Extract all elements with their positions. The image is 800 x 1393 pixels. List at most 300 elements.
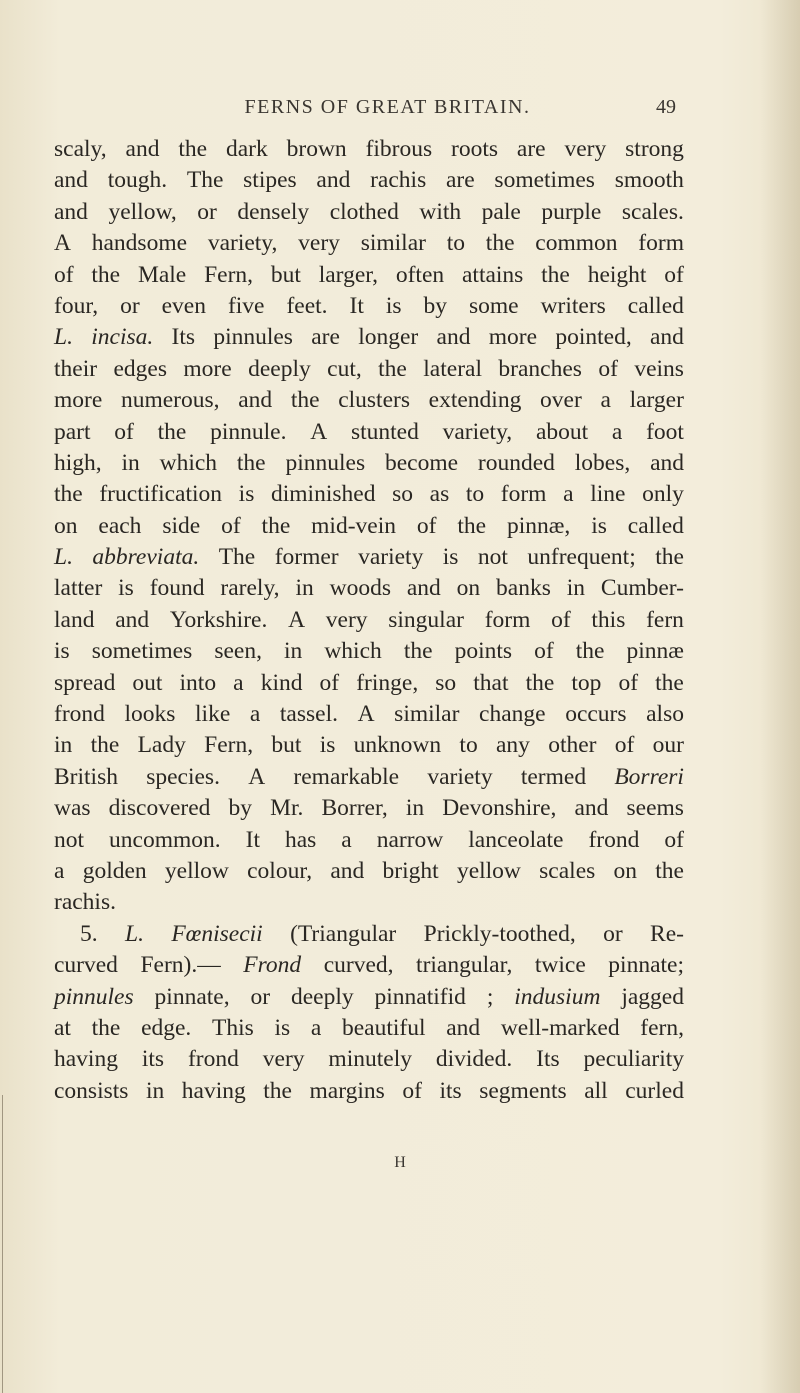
signature-mark: H bbox=[394, 1154, 406, 1171]
word: more bbox=[488, 324, 538, 351]
word: and bbox=[54, 198, 88, 225]
word: more bbox=[54, 387, 103, 414]
word: out bbox=[132, 669, 163, 696]
word: this bbox=[591, 606, 626, 633]
word: divided. bbox=[435, 1046, 513, 1073]
word: is bbox=[54, 638, 70, 665]
word: fern, bbox=[640, 1014, 684, 1041]
word: singular bbox=[388, 606, 464, 633]
word: of bbox=[402, 1077, 422, 1104]
word: of bbox=[114, 418, 134, 445]
word: scaly, bbox=[54, 136, 107, 162]
word: frond bbox=[54, 701, 105, 728]
word: triangular, bbox=[416, 952, 513, 979]
word: variety, bbox=[442, 418, 513, 445]
word: in bbox=[121, 449, 140, 476]
word: attains bbox=[461, 261, 524, 288]
word: woods bbox=[329, 575, 391, 602]
word: mid-vein bbox=[311, 512, 396, 539]
text-line bbox=[54, 197, 684, 228]
word: high, bbox=[54, 449, 102, 476]
word: so bbox=[392, 481, 413, 508]
word: any bbox=[495, 732, 530, 759]
word: points bbox=[454, 638, 513, 665]
word: at bbox=[54, 1014, 71, 1041]
word: curved bbox=[54, 952, 118, 979]
word: but bbox=[270, 261, 301, 288]
word: Fern, bbox=[204, 732, 254, 759]
word: rachis bbox=[370, 167, 427, 194]
word: seems bbox=[626, 795, 684, 822]
text-line bbox=[54, 919, 684, 950]
word: our bbox=[652, 732, 684, 759]
word: curled bbox=[625, 1077, 684, 1104]
word: pinnate; bbox=[608, 952, 684, 979]
word: well-marked bbox=[500, 1014, 620, 1041]
word: L. bbox=[54, 324, 73, 351]
word: in bbox=[284, 638, 303, 665]
word: tassel. bbox=[279, 701, 338, 728]
word: a bbox=[233, 669, 244, 696]
word: the bbox=[91, 261, 121, 288]
word: densely bbox=[237, 198, 310, 225]
word: of bbox=[598, 355, 618, 382]
word: the bbox=[236, 449, 266, 476]
word: variety bbox=[358, 544, 424, 571]
word: and bbox=[650, 449, 684, 476]
word: common bbox=[535, 230, 618, 257]
word: line bbox=[590, 481, 626, 508]
word: and bbox=[446, 1014, 481, 1041]
word: its bbox=[439, 1077, 462, 1104]
word: called bbox=[627, 512, 684, 539]
word: is bbox=[442, 544, 459, 571]
word: and bbox=[125, 136, 160, 162]
word: deeply bbox=[248, 355, 311, 382]
word: about bbox=[535, 418, 589, 445]
word: feet. bbox=[286, 292, 328, 319]
word: A bbox=[54, 230, 71, 257]
word: bright bbox=[382, 857, 439, 884]
text-line bbox=[54, 448, 684, 479]
word: brown bbox=[286, 136, 347, 162]
word: golden bbox=[82, 857, 147, 884]
word: British bbox=[54, 763, 118, 790]
word: change bbox=[479, 701, 546, 728]
word: Yorkshire. bbox=[169, 606, 268, 633]
word: part bbox=[54, 418, 91, 445]
word: the bbox=[485, 230, 515, 257]
word: kind bbox=[260, 669, 303, 696]
word: was bbox=[54, 795, 91, 822]
word: is bbox=[319, 732, 336, 759]
text-line bbox=[54, 793, 684, 824]
word: Prickly-toothed, bbox=[423, 920, 576, 947]
word: jagged bbox=[621, 983, 684, 1010]
word: sometimes bbox=[494, 167, 595, 194]
word: It bbox=[349, 292, 364, 319]
word: pinnæ bbox=[626, 638, 684, 665]
text-line bbox=[54, 605, 684, 636]
word: occurs bbox=[565, 701, 627, 728]
word: and bbox=[574, 795, 609, 822]
word: abbreviata. bbox=[92, 544, 200, 571]
word: having bbox=[54, 1046, 118, 1073]
text-line bbox=[54, 417, 684, 448]
word: pinnatifid bbox=[374, 983, 466, 1010]
word: frond bbox=[588, 826, 640, 853]
word: Fern).— bbox=[140, 952, 221, 979]
word: form bbox=[638, 230, 684, 257]
word: a bbox=[341, 826, 352, 853]
text-line bbox=[54, 228, 684, 259]
word: sometimes bbox=[91, 638, 193, 665]
word: Male bbox=[137, 261, 187, 288]
word: are bbox=[516, 136, 546, 162]
word: which bbox=[159, 449, 218, 476]
word: of bbox=[614, 732, 635, 759]
word: and bbox=[316, 167, 351, 194]
word: of bbox=[319, 669, 340, 696]
word: very bbox=[262, 1046, 305, 1073]
word: the bbox=[457, 512, 487, 539]
word: yellow bbox=[456, 857, 521, 884]
text-line bbox=[54, 354, 684, 385]
word: the bbox=[525, 669, 555, 696]
word: of bbox=[221, 512, 241, 539]
word: Fœnisecii bbox=[171, 920, 263, 947]
word: frond bbox=[187, 1046, 239, 1073]
word: Its bbox=[536, 1046, 560, 1073]
text-line bbox=[54, 856, 684, 887]
text-line bbox=[54, 1076, 684, 1107]
word: on bbox=[613, 857, 638, 884]
word: longer bbox=[358, 324, 419, 351]
word: the bbox=[54, 481, 83, 508]
word: Cumber- bbox=[600, 575, 684, 602]
word: branches bbox=[498, 355, 582, 382]
text-line bbox=[54, 511, 684, 542]
word: fern bbox=[646, 606, 684, 633]
word: similar bbox=[360, 230, 426, 257]
word: has bbox=[284, 826, 317, 853]
word: looks bbox=[124, 701, 176, 728]
running-head: FERNS OF GREAT BRITAIN. bbox=[244, 96, 531, 118]
word: veins bbox=[634, 355, 684, 382]
word: the bbox=[90, 732, 120, 759]
word: the bbox=[403, 638, 433, 665]
word: other bbox=[548, 732, 597, 759]
word: tough. bbox=[107, 167, 168, 194]
word: all bbox=[584, 1077, 608, 1104]
word: by bbox=[228, 795, 252, 822]
text-line bbox=[54, 573, 684, 604]
word: in bbox=[54, 732, 73, 759]
word: the bbox=[541, 261, 570, 288]
word: stipes bbox=[243, 167, 297, 194]
word: edge. bbox=[141, 1014, 192, 1041]
word: a bbox=[563, 481, 574, 508]
word: is bbox=[274, 1014, 291, 1041]
word: clusters bbox=[338, 387, 410, 414]
text-line bbox=[54, 730, 684, 761]
word: of bbox=[416, 512, 437, 539]
page-header bbox=[105, 96, 676, 126]
margin-rule bbox=[2, 1095, 3, 1393]
word: smooth bbox=[614, 167, 684, 194]
word: variety bbox=[427, 763, 493, 790]
word: is bbox=[238, 481, 255, 508]
word: Lady bbox=[137, 732, 186, 759]
word: their bbox=[54, 355, 98, 382]
word: in bbox=[566, 575, 586, 602]
word: is bbox=[118, 575, 134, 602]
page-edge-shadow bbox=[760, 0, 800, 1393]
word: and bbox=[406, 575, 441, 602]
word: a bbox=[611, 418, 623, 445]
word: having bbox=[181, 1077, 246, 1104]
word: or bbox=[120, 292, 140, 319]
word: Re- bbox=[650, 920, 684, 947]
word: Mr. bbox=[270, 795, 304, 822]
word: and bbox=[238, 387, 273, 414]
word: the bbox=[261, 512, 291, 539]
word: L. bbox=[54, 544, 73, 571]
word: The bbox=[218, 544, 256, 571]
text-line bbox=[54, 950, 684, 981]
text-line bbox=[54, 479, 684, 510]
word: pinnule. bbox=[210, 418, 287, 445]
word: top bbox=[571, 669, 602, 696]
word: some bbox=[468, 292, 519, 319]
text-line bbox=[54, 1013, 684, 1044]
word: termed bbox=[520, 763, 587, 790]
word: only bbox=[642, 481, 684, 508]
word: clothed bbox=[329, 198, 399, 225]
text-line bbox=[54, 291, 684, 322]
text-line bbox=[54, 322, 684, 353]
text-line bbox=[54, 260, 684, 291]
body-text bbox=[54, 134, 684, 1107]
word: the bbox=[378, 355, 407, 382]
word: pinnate, bbox=[154, 983, 230, 1010]
word: scales. bbox=[621, 198, 684, 225]
word: the bbox=[575, 638, 605, 665]
word: not bbox=[54, 826, 85, 853]
word: seen, bbox=[214, 638, 262, 665]
word: yellow, bbox=[108, 198, 177, 225]
word: indusium bbox=[514, 983, 601, 1010]
word: discovered bbox=[108, 795, 211, 822]
word: into bbox=[179, 669, 217, 696]
word: is bbox=[591, 512, 607, 539]
word: five bbox=[227, 292, 265, 319]
word: narrow bbox=[376, 826, 444, 853]
word: A bbox=[248, 763, 266, 790]
word: yellow bbox=[164, 857, 229, 884]
word: Frond bbox=[243, 952, 302, 979]
word: like bbox=[195, 701, 231, 728]
word: or bbox=[197, 198, 217, 225]
word: former bbox=[274, 544, 339, 571]
word: lobes, bbox=[574, 449, 631, 476]
word: cut, bbox=[327, 355, 362, 382]
word: height bbox=[587, 261, 647, 288]
word: edges bbox=[113, 355, 167, 382]
word: beautiful bbox=[341, 1014, 426, 1041]
word: with bbox=[419, 198, 462, 225]
word: on bbox=[456, 575, 481, 602]
word: pinnules bbox=[285, 449, 366, 476]
word: that bbox=[473, 669, 509, 696]
word: so bbox=[435, 669, 457, 696]
word: unfrequent; bbox=[527, 544, 636, 571]
word: Its bbox=[171, 324, 196, 351]
word: not bbox=[477, 544, 508, 571]
word: It bbox=[245, 826, 260, 853]
word: scales bbox=[539, 857, 596, 884]
word: of bbox=[551, 606, 571, 633]
text-line bbox=[54, 982, 684, 1013]
word: and bbox=[436, 324, 471, 351]
word: lateral bbox=[423, 355, 482, 382]
text-line bbox=[54, 636, 684, 667]
word: numerous, bbox=[120, 387, 220, 414]
word: very bbox=[564, 136, 607, 162]
word: are bbox=[311, 324, 340, 351]
word: colour, bbox=[247, 857, 313, 884]
word: and bbox=[330, 857, 365, 884]
word: the bbox=[655, 544, 684, 571]
word: more bbox=[183, 355, 232, 382]
word: remarkable bbox=[293, 763, 400, 790]
word: the bbox=[91, 1014, 121, 1041]
word: incisa. bbox=[91, 324, 154, 351]
word: or bbox=[603, 920, 623, 947]
word: curved, bbox=[323, 952, 394, 979]
word: larger bbox=[629, 387, 684, 414]
word: side bbox=[162, 512, 201, 539]
word: segments bbox=[479, 1077, 567, 1104]
word: fringe, bbox=[356, 669, 419, 696]
word: rachis. bbox=[54, 889, 116, 916]
word: of bbox=[54, 261, 74, 288]
word: uncommon. bbox=[109, 826, 221, 853]
word: a bbox=[600, 387, 611, 414]
word: lanceolate bbox=[468, 826, 564, 853]
word: often bbox=[395, 261, 445, 288]
word: pale bbox=[481, 198, 521, 225]
word: fibrous bbox=[365, 136, 433, 162]
word: peculiarity bbox=[583, 1046, 684, 1073]
word: The bbox=[186, 167, 224, 194]
word: purple bbox=[541, 198, 602, 225]
word: pinnæ, bbox=[506, 512, 571, 539]
word: the bbox=[655, 857, 684, 884]
word: stunted bbox=[350, 418, 419, 445]
word: similar bbox=[394, 701, 460, 728]
word: (Triangular bbox=[290, 920, 397, 947]
word: a bbox=[310, 1014, 322, 1041]
word: the bbox=[178, 136, 208, 162]
word: as bbox=[429, 481, 450, 508]
word: variety, bbox=[207, 230, 278, 257]
word: to bbox=[459, 732, 478, 759]
text-line bbox=[54, 165, 684, 196]
word: the bbox=[157, 418, 187, 445]
word: and bbox=[54, 167, 88, 194]
text-line bbox=[54, 825, 684, 856]
word: rounded bbox=[477, 449, 555, 476]
word: the bbox=[290, 387, 320, 414]
word: pinnules bbox=[213, 324, 293, 351]
word: form bbox=[500, 481, 547, 508]
word: twice bbox=[534, 952, 586, 979]
word: A bbox=[288, 606, 306, 633]
word: writers bbox=[540, 292, 606, 319]
word: pinnules bbox=[54, 983, 134, 1010]
word: Borreri bbox=[614, 763, 684, 790]
word: larger, bbox=[318, 261, 379, 288]
word: strong bbox=[625, 136, 684, 162]
word: roots bbox=[451, 136, 499, 162]
word: land bbox=[54, 606, 95, 633]
word: species. bbox=[146, 763, 220, 790]
word: its bbox=[141, 1046, 165, 1073]
text-line bbox=[54, 542, 684, 573]
word: and bbox=[649, 324, 684, 351]
word: very bbox=[325, 606, 368, 633]
word: found bbox=[149, 575, 205, 602]
word: four, bbox=[54, 292, 99, 319]
text-line bbox=[54, 385, 684, 416]
word: 5. bbox=[80, 920, 98, 947]
word: a bbox=[249, 701, 261, 728]
text-line bbox=[54, 668, 684, 699]
word: dark bbox=[225, 136, 268, 162]
word: even bbox=[161, 292, 206, 319]
word: L. bbox=[125, 920, 144, 947]
word: This bbox=[212, 1014, 254, 1041]
word: each bbox=[98, 512, 142, 539]
word: are bbox=[445, 167, 475, 194]
word: margins bbox=[309, 1077, 385, 1104]
word: and bbox=[115, 606, 150, 633]
word: of bbox=[664, 826, 684, 853]
word: become bbox=[384, 449, 459, 476]
word: A bbox=[357, 701, 375, 728]
word: to bbox=[465, 481, 485, 508]
word: the bbox=[263, 1077, 292, 1104]
word: fructification bbox=[99, 481, 223, 508]
word: latter bbox=[54, 575, 103, 602]
word: over bbox=[540, 387, 582, 414]
word: A bbox=[310, 418, 328, 445]
word: is bbox=[385, 292, 402, 319]
word: which bbox=[324, 638, 382, 665]
word: pointed, bbox=[555, 324, 632, 351]
word: foot bbox=[646, 418, 684, 445]
word: by bbox=[423, 292, 448, 319]
word: Fern, bbox=[204, 261, 254, 288]
word: ; bbox=[486, 983, 494, 1010]
word: banks bbox=[496, 575, 551, 602]
word: in bbox=[405, 795, 425, 822]
word: of bbox=[618, 669, 639, 696]
word: handsome bbox=[91, 230, 188, 257]
word: unknown bbox=[353, 732, 442, 759]
word: in bbox=[145, 1077, 165, 1104]
